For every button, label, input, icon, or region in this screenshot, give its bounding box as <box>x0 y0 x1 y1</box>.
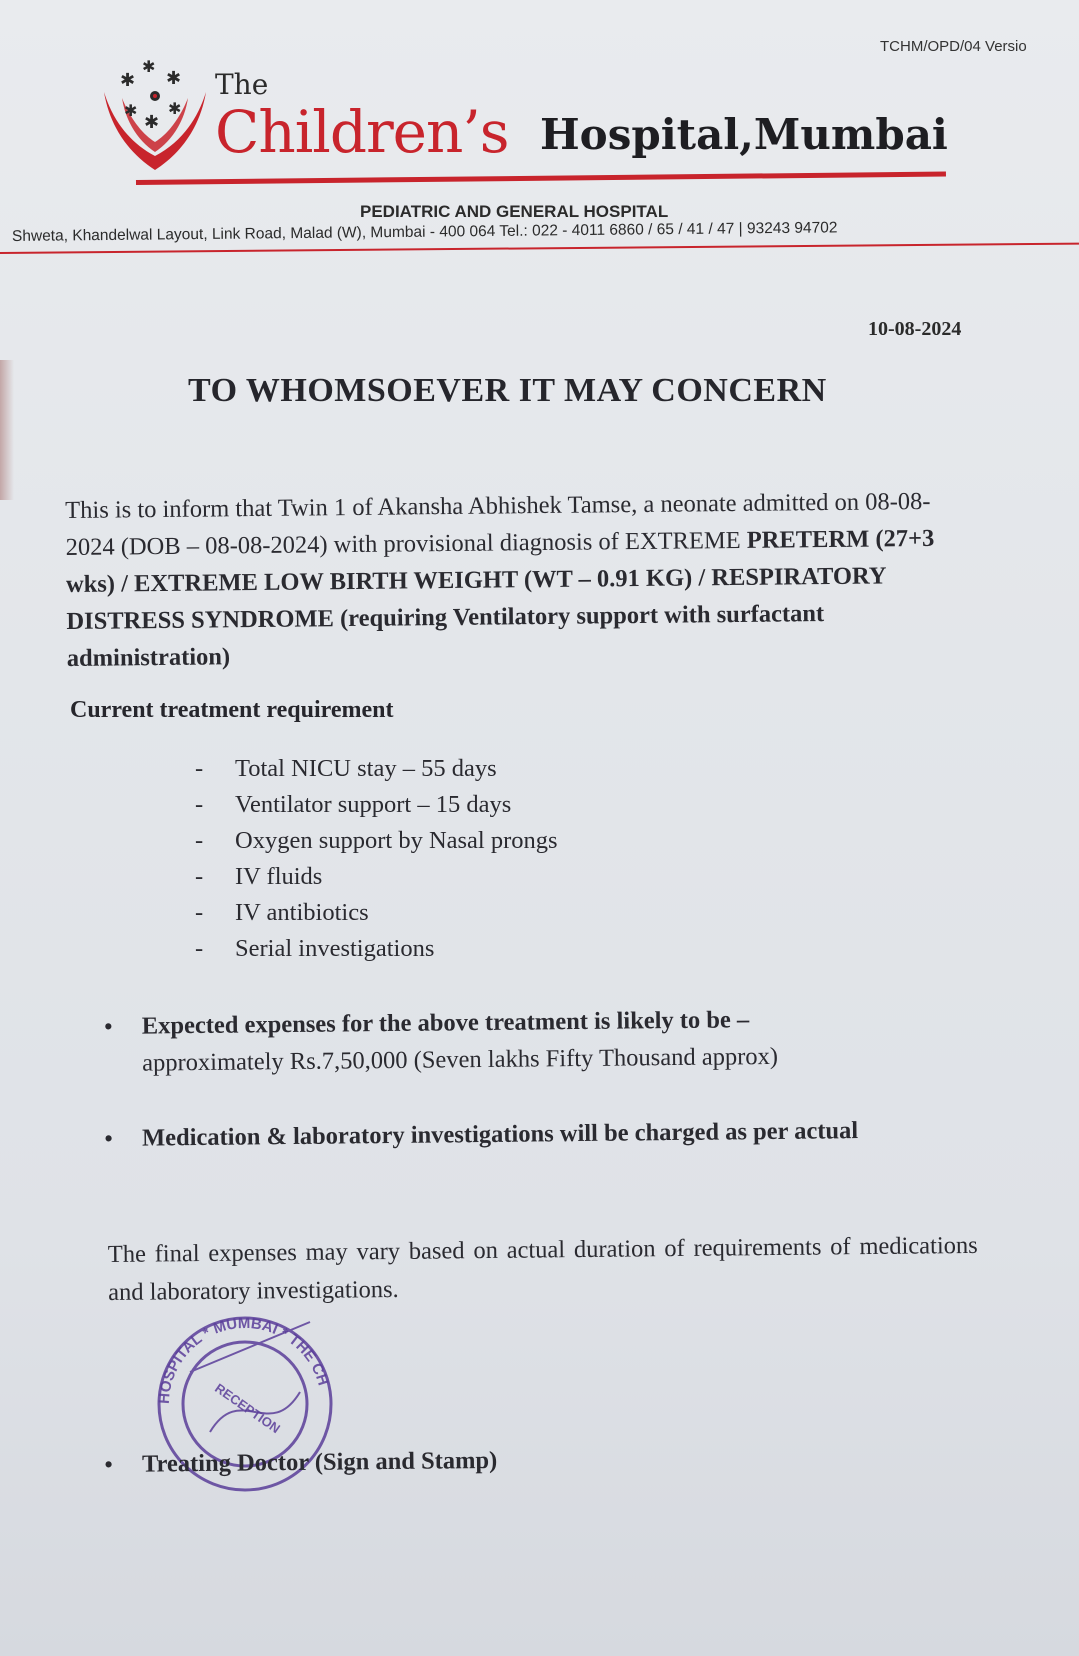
list-item: - IV fluids <box>195 863 323 890</box>
expense-amount-text: approximately Rs.7,50,000 (Seven lakhs Fifty Thousand approx) <box>142 1042 779 1077</box>
final-note: The final expenses may vary based on actual duration of requirements of medications and laboratory investigations. <box>107 1231 978 1306</box>
bullet-icon: • <box>103 1011 114 1042</box>
bullet-icon: • <box>103 1123 114 1153</box>
brand-underline <box>136 172 946 185</box>
form-code: TCHM/OPD/04 Versio <box>880 38 1027 55</box>
svg-text:✱: ✱ <box>142 58 156 76</box>
letter-heading: TO WHOMSOEVER IT MAY CONCERN <box>188 372 827 409</box>
hospital-address: Shweta, Khandelwal Layout, Link Road, Malad (W), Mumbai - 400 064 Tel.: 022 - 4011 6860 / 65 / 41 / 47 | 93243 94702 <box>11 219 838 245</box>
list-item: - Total NICU stay – 55 days <box>195 755 497 782</box>
list-item: - IV antibiotics <box>195 899 369 926</box>
brand-hospital-mumbai: Hospital,Mumbai <box>540 110 948 159</box>
svg-text:✱: ✱ <box>144 112 160 133</box>
bullet-icon: • <box>103 1449 114 1479</box>
medication-note: Medication & laboratory investigations will be charged as per actual <box>141 1117 859 1152</box>
brand-the: The <box>215 68 269 101</box>
svg-text:RECEPTION: RECEPTION <box>212 1380 283 1437</box>
list-item: - Ventilator support – 15 days <box>195 791 512 818</box>
list-item: - Oxygen support by Nasal prongs <box>195 827 558 854</box>
page-edge-shadow <box>0 360 14 500</box>
sign-label: Treating Doctor (Sign and Stamp) <box>141 1446 498 1478</box>
medication-bullet <box>104 1111 984 1157</box>
expense-bold-text: Expected expenses for the above treatment is likely to be – <box>141 1006 750 1040</box>
intro-paragraph <box>65 483 967 677</box>
sign-bullet <box>104 1437 984 1483</box>
svg-text:✱: ✱ <box>120 70 136 91</box>
svg-text:✱: ✱ <box>124 101 138 120</box>
intro-plain-text: This is to inform that Twin 1 of Akansha Abhishek Tamse, a neonate admitted on 08-08-2024 (DOB – 08-08-2024) with provisional diagnosis of EXTREME <box>65 487 931 562</box>
letter-date: 10-08-2024 <box>868 318 962 340</box>
treatment-subheading: Current treatment requirement <box>70 697 394 723</box>
list-item: - Serial investigations <box>195 935 435 962</box>
svg-text:HOSPITAL * MUMBAI * THE CH: HOSPITAL * MUMBAI * THE CH <box>155 1314 332 1405</box>
svg-text:✱: ✱ <box>168 99 182 118</box>
hospital-tagline: PEDIATRIC AND GENERAL HOSPITAL <box>360 202 669 221</box>
svg-text:✱: ✱ <box>166 68 182 89</box>
hospital-logo-icon <box>100 58 210 176</box>
requirements-list <box>195 755 558 971</box>
brand-childrens: Children’s <box>215 98 509 166</box>
intro-diagnosis-text: PRETERM (27+3 wks) / EXTREME LOW BIRTH WEIGHT (WT – 0.91 KG) / RESPIRATORY DISTRESS SYNDROME (requiring Ventilatory support with surfactant administration) <box>65 524 935 672</box>
expense-bullet <box>104 999 985 1082</box>
